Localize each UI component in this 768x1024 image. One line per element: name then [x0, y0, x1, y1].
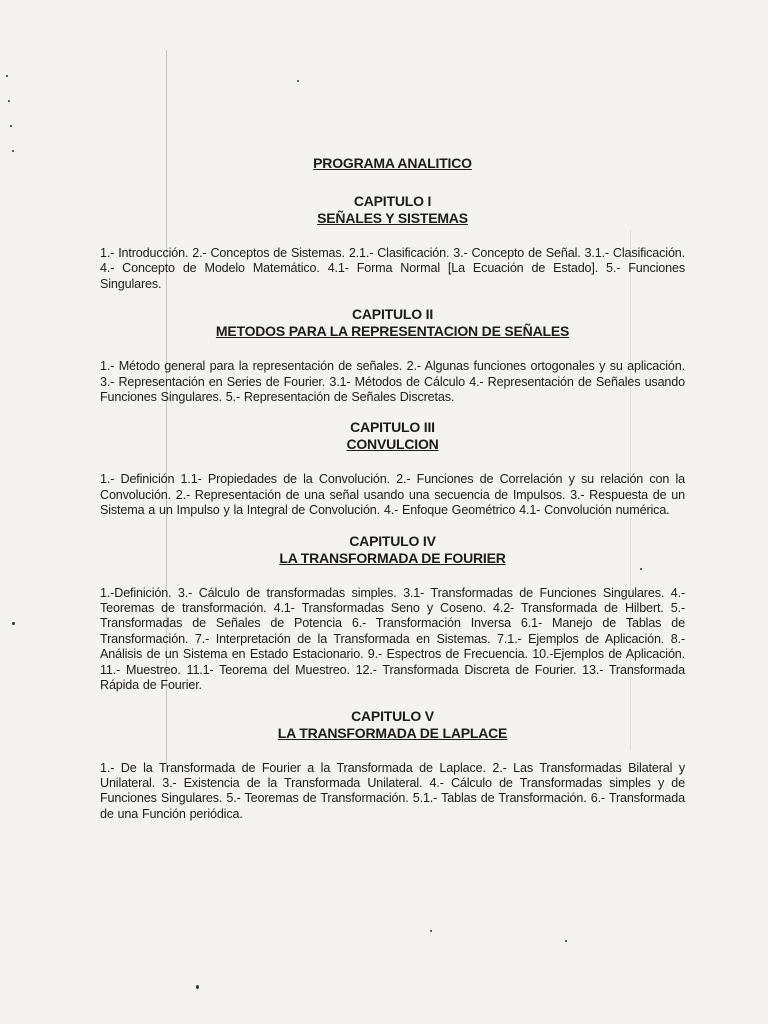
chapter-number: CAPITULO III [350, 419, 435, 436]
document-title: PROGRAMA ANALITICO [313, 155, 472, 171]
chapter-contents: 1.- Definición 1.1- Propiedades de la Convolución. 2.- Funciones de Correlación y su relación con la Convolución. 2.- Representación de una señal usando una secuencia de Impulsos. 3.- Respuesta de un Sistema a un Impulso y la Integral de Convolución. 4.- Enfoque Geométrico 4.1- Convolución numérica. [100, 472, 685, 518]
chapter-4 [100, 533, 685, 694]
scan-speck [10, 125, 12, 127]
chapter-name: METODOS PARA LA REPRESENTACION DE SEÑALES [215, 323, 570, 340]
chapter-number: CAPITULO IV [349, 532, 436, 549]
chapter-number: CAPITULO I [353, 193, 432, 209]
chapter-heading [100, 708, 685, 742]
scan-speck [8, 100, 10, 102]
chapter-name: LA TRANSFORMADA DE FOURIER [279, 549, 506, 566]
chapter-1 [100, 193, 685, 292]
scan-speck [6, 75, 8, 77]
chapter-name: CONVULCION [346, 436, 439, 453]
scan-speck [430, 930, 432, 932]
scan-speck [12, 622, 15, 625]
chapter-name: SEÑALES Y SISTEMAS [317, 210, 468, 226]
chapter-heading [100, 306, 685, 340]
chapter-number: CAPITULO II [351, 306, 434, 323]
chapter-contents: 1.-Definición. 3.- Cálculo de transformadas simples. 3.1- Transformadas de Funciones Singulares. 4.-Teoremas de transformación. 4.1- Transformadas Seno y Coseno. 4.2- Transformada de Hilbert. 5.- Transformadas de Señales de Potencia 6.- Transformación Inversa 6.1- Manejo de Tablas de Transformación. 7.- Interpretación de la Transformada en Sistemas. 7.1.- Ejemplos de Aplicación. 8.- Análisis de un Sistema en Estado Estacionario. 9.- Espectros de Frecuencia. 10.-Ejemplos de Aplicación. 11.- Muestreo. 11.1- Teorema del Muestreo. 12.- Transformada Discreta de Fourier. 13.- Transformada Rápida de Fourier. [100, 585, 685, 693]
chapter-contents: 1.- De la Transformada de Fourier a la Transformada de Laplace. 2.- Las Transformadas Bilateral y Unilateral. 3.- Existencia de la Transformada Unilateral. 4.- Cálculo de Transformadas simples y de Funciones Singulares. 5.- Teoremas de Transformación. 5.1.- Tablas de Transformación. 6.- Transformada de una Función periódica. [100, 760, 685, 821]
chapter-heading [100, 193, 685, 227]
chapter-contents: 1.- Método general para la representación de señales. 2.- Algunas funciones ortogonales y su aplicación. 3.- Representación en Series de Fourier. 3.1- Métodos de Cálculo 4.- Representación de Señales usando Funciones Singulares. 5.- Representación de Señales Discretas. [100, 359, 685, 405]
chapter-number: CAPITULO V [351, 707, 434, 724]
chapter-heading [100, 419, 685, 453]
chapter-3 [100, 419, 685, 518]
scan-speck [196, 985, 199, 989]
chapter-2 [100, 306, 685, 405]
chapter-5 [100, 708, 685, 823]
chapter-heading [100, 533, 685, 567]
scan-speck [12, 150, 14, 152]
chapter-contents: 1.- Introducción. 2.- Conceptos de Sistemas. 2.1.- Clasificación. 3.- Concepto de Señal. 3.1.- Clasificación. 4.- Concepto de Modelo Matemático. 4.1- Forma Normal [La Ecuación de Estado]. 5.- Funciones Singulares. [100, 246, 685, 291]
scan-speck [297, 80, 299, 82]
document-page [100, 155, 685, 836]
chapter-name: LA TRANSFORMADA DE LAPLACE [277, 724, 508, 741]
scan-speck [565, 940, 567, 942]
